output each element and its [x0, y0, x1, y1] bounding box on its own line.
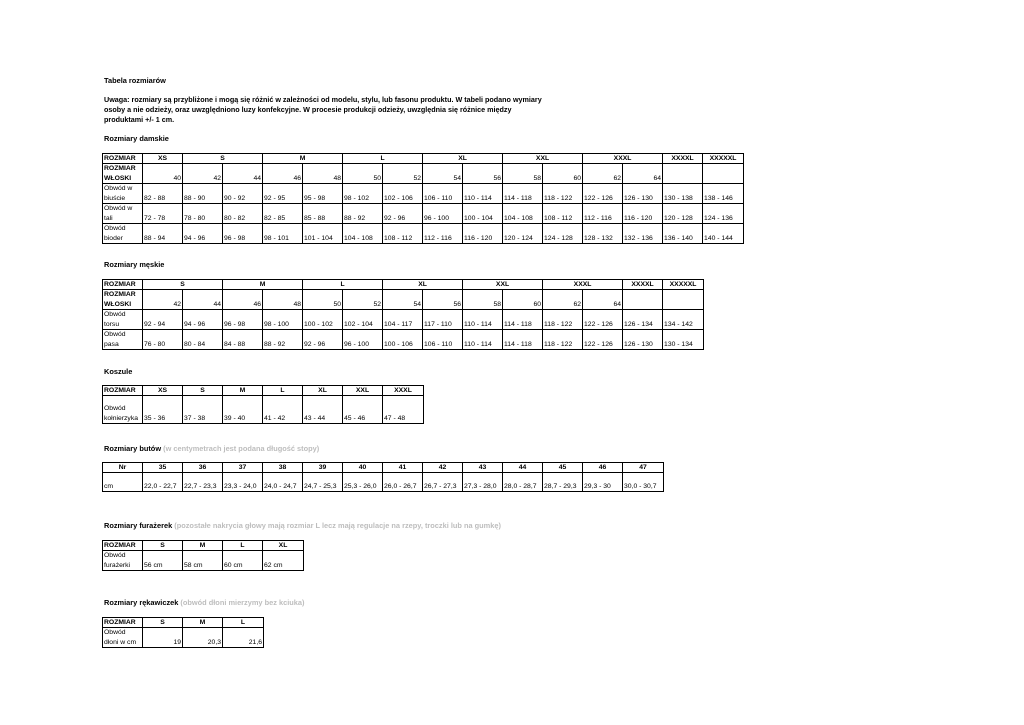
size-cell: XXXL: [583, 154, 663, 164]
men-size-table: [102, 279, 704, 350]
value-cell: 58 cm: [183, 551, 223, 571]
value-cell: 120 - 124: [503, 224, 543, 244]
value-cell: 94 - 96: [183, 310, 223, 330]
italian-size-cell: 58: [463, 290, 503, 310]
value-cell: 106 - 110: [423, 184, 463, 204]
shoes-size-table: [102, 462, 664, 492]
value-cell: 130 - 134: [663, 330, 704, 350]
value-cell: 130 - 138: [663, 184, 703, 204]
size-cell: XL: [263, 541, 304, 551]
size-cell: M: [223, 280, 303, 290]
value-cell: 98 - 101: [263, 224, 303, 244]
value-cell: 122 - 126: [583, 330, 623, 350]
value-cell: 62 cm: [263, 551, 304, 571]
value-cell: 126 - 130: [623, 184, 663, 204]
value-cell: 41 - 42: [263, 396, 303, 424]
value-cell: 85 - 88: [303, 204, 343, 224]
size-cell: S: [183, 386, 223, 396]
italian-size-cell: 62: [543, 290, 583, 310]
value-cell: 94 - 96: [183, 224, 223, 244]
value-cell: 28,0 - 28,7: [503, 473, 543, 492]
size-cell: XXXXXL: [663, 280, 704, 290]
size-cell: XXXL: [383, 386, 424, 396]
value-cell: 19: [143, 628, 183, 648]
size-cell: XL: [383, 280, 463, 290]
value-cell: 92 - 94: [143, 310, 183, 330]
value-cell: 43 - 44: [303, 396, 343, 424]
value-cell: 80 - 84: [183, 330, 223, 350]
shirts-section-title: Koszule: [104, 367, 133, 376]
italian-size-cell: 64: [583, 290, 623, 310]
size-cell: XXXXL: [623, 280, 663, 290]
row-label: Obwód torsu: [103, 310, 143, 330]
value-cell: 39 - 40: [223, 396, 263, 424]
value-cell: 88 - 92: [263, 330, 303, 350]
value-cell: 101 - 104: [303, 224, 343, 244]
header-cell: ROZMIAR: [103, 280, 143, 290]
value-cell: 136 - 140: [663, 224, 703, 244]
row-label: Obwód pasa: [103, 330, 143, 350]
value-cell: 117 - 110: [423, 310, 463, 330]
value-cell: 26,7 - 27,3: [423, 473, 463, 492]
value-cell: 122 - 126: [583, 310, 623, 330]
size-cell: M: [183, 541, 223, 551]
value-cell: 118 - 122: [543, 330, 583, 350]
size-note: Uwaga: rozmiary są przybliżone i mogą się różnić w zależności od modelu, stylu, lub fasonu produktu. W tabeli podano wymiary osoby a nie odzieży, oraz uwzględniono luzy konfekcyjne. W procesie produkcji odzieży, uwzględnia się różnice między produktami +/- 1 cm.: [104, 95, 542, 124]
value-cell: 96 - 98: [223, 310, 263, 330]
shoes-hint: (w centymetrach jest podana długość stopy): [163, 444, 320, 453]
value-cell: 96 - 100: [423, 204, 463, 224]
caps-hint: (pozostałe nakrycia głowy mają rozmiar L lecz mają regulacje na rzepy, troczki lub na gumkę): [174, 521, 501, 530]
women-section-title: Rozmiary damskie: [104, 134, 169, 143]
size-cell: S: [183, 154, 263, 164]
value-cell: 24,7 - 25,3: [303, 473, 343, 492]
value-cell: 126 - 130: [623, 330, 663, 350]
value-cell: 96 - 100: [343, 330, 383, 350]
value-cell: 25,3 - 26,0: [343, 473, 383, 492]
size-cell: M: [263, 154, 343, 164]
size-cell: XS: [143, 154, 183, 164]
italian-size-cell: 56: [463, 164, 503, 184]
value-cell: 110 - 114: [463, 330, 503, 350]
value-cell: 78 - 80: [183, 204, 223, 224]
value-cell: 82 - 85: [263, 204, 303, 224]
value-cell: 82 - 88: [143, 184, 183, 204]
value-cell: 118 - 122: [543, 184, 583, 204]
empty-cell: [623, 290, 663, 310]
size-cell: M: [223, 386, 263, 396]
value-cell: 21,6: [223, 628, 264, 648]
value-cell: 104 - 108: [503, 204, 543, 224]
value-cell: 134 - 142: [663, 310, 704, 330]
size-cell: M: [183, 618, 223, 628]
value-cell: 114 - 118: [503, 184, 543, 204]
caps-section-title: [104, 521, 501, 530]
size-cell: XXXXL: [663, 154, 703, 164]
size-cell: L: [223, 541, 263, 551]
size-cell: 47: [623, 463, 664, 473]
value-cell: 104 - 117: [383, 310, 423, 330]
size-cell: S: [143, 618, 183, 628]
shoes-title: Rozmiary butów: [104, 444, 162, 453]
shirts-size-table: [102, 385, 424, 424]
italian-size-cell: 56: [423, 290, 463, 310]
size-cell: L: [223, 618, 264, 628]
size-cell: 45: [543, 463, 583, 473]
row-label: Obwód w tali: [103, 204, 143, 224]
empty-cell: [703, 164, 744, 184]
value-cell: 98 - 100: [263, 310, 303, 330]
value-cell: 100 - 102: [303, 310, 343, 330]
size-cell: 40: [343, 463, 383, 473]
italian-size-cell: 50: [343, 164, 383, 184]
size-cell: XXL: [463, 280, 543, 290]
gloves-title: Rozmiary rękawiczek: [104, 598, 179, 607]
value-cell: 20,3: [183, 628, 223, 648]
row-label: Obwód kołnierzyka: [103, 396, 143, 424]
value-cell: 84 - 88: [223, 330, 263, 350]
value-cell: 92 - 96: [303, 330, 343, 350]
value-cell: 110 - 114: [463, 184, 503, 204]
row-label: ROZMIAR WŁOSKI: [103, 290, 143, 310]
value-cell: 92 - 95: [263, 184, 303, 204]
value-cell: 98 - 102: [343, 184, 383, 204]
size-cell: XS: [143, 386, 183, 396]
men-section-title: Rozmiary męskie: [104, 260, 165, 269]
value-cell: 114 - 118: [503, 310, 543, 330]
value-cell: 112 - 116: [583, 204, 623, 224]
size-cell: 36: [183, 463, 223, 473]
women-size-table: [102, 153, 744, 244]
italian-size-cell: 52: [383, 164, 423, 184]
italian-size-cell: 46: [223, 290, 263, 310]
size-cell: XXXXXL: [703, 154, 744, 164]
size-cell: 37: [223, 463, 263, 473]
row-label: Obwód w biuście: [103, 184, 143, 204]
italian-size-cell: 42: [143, 290, 183, 310]
italian-size-cell: 54: [383, 290, 423, 310]
value-cell: 104 - 108: [343, 224, 383, 244]
italian-size-cell: 64: [623, 164, 663, 184]
header-cell: ROZMIAR: [103, 154, 143, 164]
value-cell: 108 - 112: [543, 204, 583, 224]
value-cell: 80 - 82: [223, 204, 263, 224]
value-cell: 110 - 114: [463, 310, 503, 330]
value-cell: 106 - 110: [423, 330, 463, 350]
value-cell: 72 - 78: [143, 204, 183, 224]
row-label: ROZMIAR WŁOSKI: [103, 164, 143, 184]
value-cell: 23,3 - 24,0: [223, 473, 263, 492]
value-cell: 60 cm: [223, 551, 263, 571]
italian-size-cell: 50: [303, 290, 343, 310]
value-cell: 24,0 - 24,7: [263, 473, 303, 492]
empty-cell: [663, 164, 703, 184]
shoes-section-title: [104, 444, 319, 453]
size-cell: XXXL: [543, 280, 623, 290]
value-cell: 28,7 - 29,3: [543, 473, 583, 492]
value-cell: 88 - 90: [183, 184, 223, 204]
size-cell: 46: [583, 463, 623, 473]
page-title: Tabela rozmiarów: [104, 76, 166, 85]
value-cell: 22,7 - 23,3: [183, 473, 223, 492]
size-cell: S: [143, 280, 223, 290]
gloves-hint: (obwód dłoni mierzymy bez kciuka): [180, 598, 305, 607]
value-cell: 29,3 - 30: [583, 473, 623, 492]
value-cell: 27,3 - 28,0: [463, 473, 503, 492]
italian-size-cell: 62: [583, 164, 623, 184]
value-cell: 126 - 134: [623, 310, 663, 330]
size-cell: XL: [303, 386, 343, 396]
size-cell: 42: [423, 463, 463, 473]
value-cell: 56 cm: [143, 551, 183, 571]
value-cell: 102 - 104: [343, 310, 383, 330]
value-cell: 118 - 122: [543, 310, 583, 330]
size-cell: L: [343, 154, 423, 164]
value-cell: 122 - 126: [583, 184, 623, 204]
size-cell: S: [143, 541, 183, 551]
italian-size-cell: 58: [503, 164, 543, 184]
value-cell: 92 - 96: [383, 204, 423, 224]
value-cell: 45 - 46: [343, 396, 383, 424]
value-cell: 114 - 118: [503, 330, 543, 350]
size-cell: 43: [463, 463, 503, 473]
value-cell: 120 - 128: [663, 204, 703, 224]
size-cell: 41: [383, 463, 423, 473]
size-cell: 35: [143, 463, 183, 473]
header-cell: Nr: [103, 463, 143, 473]
size-cell: 39: [303, 463, 343, 473]
value-cell: 140 - 144: [703, 224, 744, 244]
value-cell: 108 - 112: [383, 224, 423, 244]
value-cell: 100 - 104: [463, 204, 503, 224]
value-cell: 88 - 94: [143, 224, 183, 244]
header-cell: ROZMIAR: [103, 541, 143, 551]
value-cell: 100 - 106: [383, 330, 423, 350]
caps-title: Rozmiary furażerek: [104, 521, 173, 530]
value-cell: 102 - 106: [383, 184, 423, 204]
row-label: cm: [103, 473, 143, 492]
italian-size-cell: 40: [143, 164, 183, 184]
header-cell: ROZMIAR: [103, 386, 143, 396]
italian-size-cell: 48: [303, 164, 343, 184]
size-cell: XXL: [503, 154, 583, 164]
italian-size-cell: 44: [223, 164, 263, 184]
gloves-size-table: [102, 617, 264, 648]
size-cell: XL: [423, 154, 503, 164]
value-cell: 132 - 136: [623, 224, 663, 244]
italian-size-cell: 60: [543, 164, 583, 184]
italian-size-cell: 46: [263, 164, 303, 184]
size-cell: XXL: [343, 386, 383, 396]
header-cell: ROZMIAR: [103, 618, 143, 628]
value-cell: 76 - 80: [143, 330, 183, 350]
value-cell: 88 - 92: [343, 204, 383, 224]
value-cell: 138 - 146: [703, 184, 744, 204]
gloves-section-title: [104, 598, 304, 607]
value-cell: 124 - 128: [543, 224, 583, 244]
italian-size-cell: 60: [503, 290, 543, 310]
value-cell: 47 - 48: [383, 396, 424, 424]
size-cell: 44: [503, 463, 543, 473]
caps-size-table: [102, 540, 304, 571]
value-cell: 96 - 98: [223, 224, 263, 244]
size-cell: 38: [263, 463, 303, 473]
italian-size-cell: 48: [263, 290, 303, 310]
value-cell: 128 - 132: [583, 224, 623, 244]
value-cell: 35 - 36: [143, 396, 183, 424]
value-cell: 37 - 38: [183, 396, 223, 424]
italian-size-cell: 42: [183, 164, 223, 184]
size-cell: L: [263, 386, 303, 396]
italian-size-cell: 52: [343, 290, 383, 310]
value-cell: 116 - 120: [623, 204, 663, 224]
value-cell: 116 - 120: [463, 224, 503, 244]
row-label: Obwód dłoni w cm: [103, 628, 143, 648]
row-label: Obwód bioder: [103, 224, 143, 244]
value-cell: 22,0 - 22,7: [143, 473, 183, 492]
size-cell: L: [303, 280, 383, 290]
value-cell: 124 - 136: [703, 204, 744, 224]
value-cell: 90 - 92: [223, 184, 263, 204]
value-cell: 30,0 - 30,7: [623, 473, 664, 492]
row-label: Obwód furażerki: [103, 551, 143, 571]
value-cell: 112 - 116: [423, 224, 463, 244]
value-cell: 95 - 98: [303, 184, 343, 204]
italian-size-cell: 54: [423, 164, 463, 184]
value-cell: 26,0 - 26,7: [383, 473, 423, 492]
italian-size-cell: 44: [183, 290, 223, 310]
empty-cell: [663, 290, 704, 310]
